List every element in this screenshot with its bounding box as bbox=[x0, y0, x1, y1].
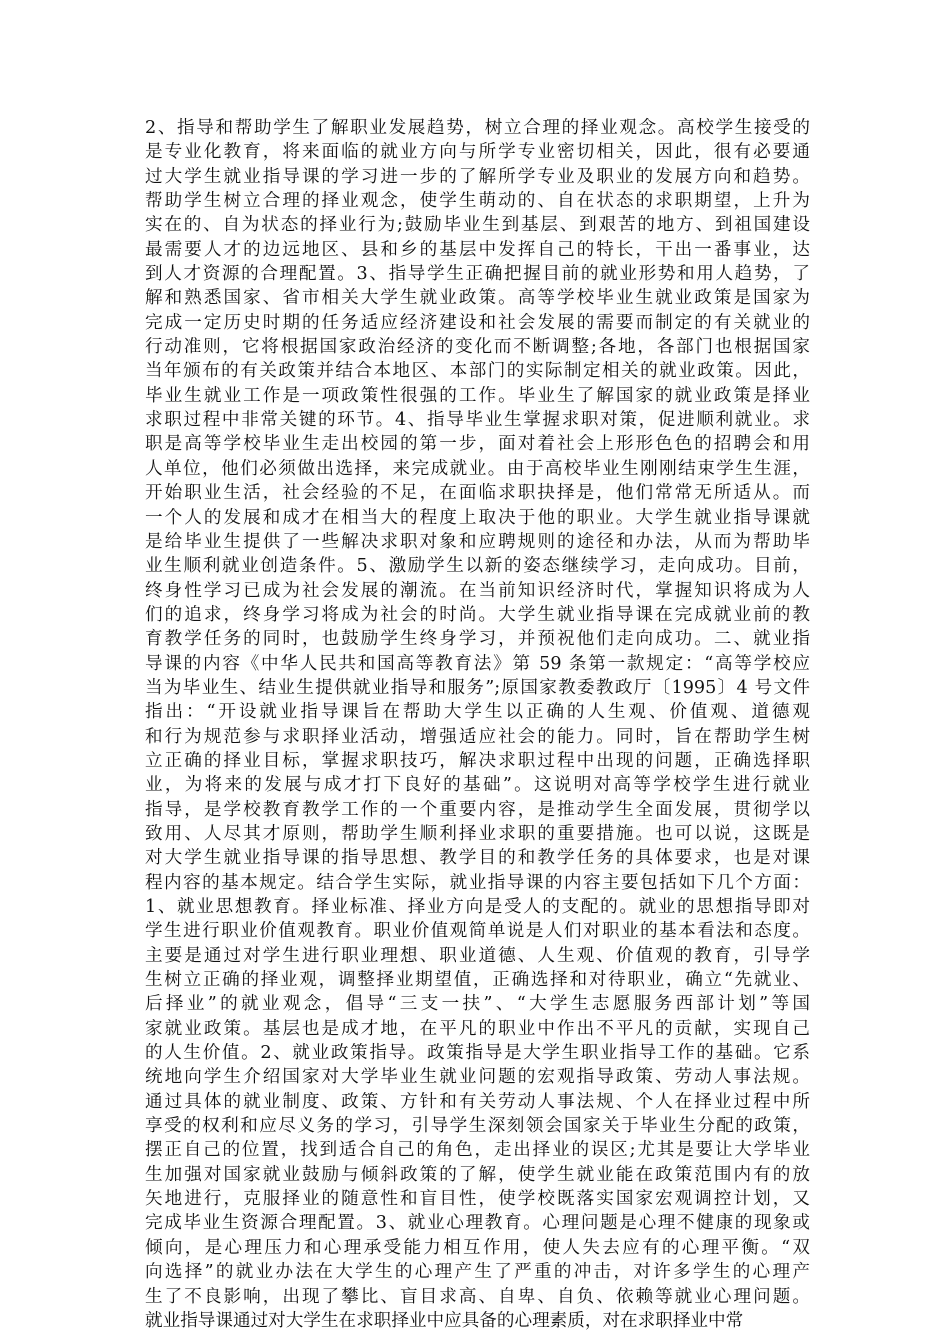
text-line: 过大学生就业指导课的学习进一步的了解所学专业及职业的发展方向和趋势。 bbox=[145, 166, 810, 187]
text-line: 毕业生就业工作是一项政策性很强的工作。毕业生了解国家的就业政策是择业 bbox=[145, 385, 810, 406]
text-line: 业生顺利就业创造条件。5、激励学生以新的姿态继续学习，走向成功。目前， bbox=[145, 556, 810, 577]
text-line: 人单位，他们必须做出选择，来完成就业。由于高校毕业生刚刚结束学生生涯， bbox=[145, 458, 810, 479]
text-line: 职是高等学校毕业生走出校园的第一步，面对着社会上形形色色的招聘会和用 bbox=[145, 434, 810, 455]
text-line: 享受的权利和应尽义务的学习，引导学生深刻领会国家关于毕业生分配的政策， bbox=[145, 1116, 810, 1137]
text-line: 程内容的基本规定。结合学生实际，就业指导课的内容主要包括如下几个方面： bbox=[145, 872, 810, 893]
text-line: 的人生价值。2、就业政策指导。政策指导是大学生职业指导工作的基础。它系 bbox=[145, 1043, 810, 1064]
text-line: 立正确的择业目标，掌握求职技巧，解决求职过程中出现的问题，正确选择职 bbox=[145, 750, 810, 771]
text-line: 解和熟悉国家、省市相关大学生就业政策。高等学校毕业生就业政策是国家为 bbox=[145, 288, 810, 309]
text-line: 实在的、自为状态的择业行为;鼓励毕业生到基层、到艰苦的地方、到祖国建设 bbox=[145, 215, 810, 236]
text-line: 当为毕业生、结业生提供就业指导和服务”;原国家教委教政厅〔1995〕4 号文件 bbox=[145, 677, 810, 698]
text-line: 和行为规范参与求职择业活动，增强适应社会的能力。同时，旨在帮助学生树 bbox=[145, 726, 810, 747]
text-line: 摆正自己的位置，找到适合自己的角色，走出择业的误区;尤其是要让大学毕业 bbox=[145, 1140, 810, 1161]
text-line: 是给毕业生提供了一些解决求职对象和应聘规则的途径和办法，从而为帮助毕 bbox=[145, 531, 810, 552]
text-line: 就业指导课通过对大学生在求职择业中应具备的心理素质，对在求职择业中常 bbox=[145, 1310, 744, 1331]
text-line: 生树立正确的择业观，调整择业期望值，正确选择和对待职业，确立“先就业、 bbox=[145, 970, 810, 991]
text-line: 育教学任务的同时，也鼓励学生终身学习，并预祝他们走向成功。二、就业指 bbox=[145, 629, 810, 650]
text-line: 是专业化教育，将来面临的就业方向与所学专业密切相关，因此，很有必要通 bbox=[145, 142, 810, 163]
text-line: 生加强对国家就业鼓励与倾斜政策的了解，使学生就业能在政策范围内有的放 bbox=[145, 1164, 810, 1185]
text-line: 对大学生就业指导课的指导思想、教学目的和教学任务的具体要求，也是对课 bbox=[145, 848, 810, 869]
text-line: 后择业”的就业观念，倡导“三支一扶”、“大学生志愿服务西部计划”等国 bbox=[145, 994, 810, 1015]
text-line: 生了不良影响，出现了攀比、盲目求高、自卑、自负、依赖等就业心理问题。 bbox=[145, 1286, 810, 1307]
text-line: 求职过程中非常关键的环节。4、指导毕业生掌握求职对策，促进顺利就业。求 bbox=[145, 410, 810, 431]
text-line: 帮助学生树立合理的择业观念，使学生萌动的、自在状态的求职期望，上升为 bbox=[145, 191, 810, 212]
text-line: 行动准则，它将根据国家政治经济的变化而不断调整;各地，各部门也根据国家 bbox=[145, 337, 810, 358]
text-line: 2、指导和帮助学生了解职业发展趋势，树立合理的择业观念。高校学生接受的 bbox=[145, 118, 810, 138]
text-line: 主要是通过对学生进行职业理想、职业道德、人生观、价值观的教育，引导学 bbox=[145, 945, 810, 966]
text-line: 完成毕业生资源合理配置。3、就业心理教育。心理问题是心理不健康的现象或 bbox=[145, 1213, 810, 1234]
text-line: 致用、人尽其才原则，帮助学生顺利择业求职的重要措施。也可以说，这既是 bbox=[145, 823, 810, 844]
text-line: 当年颁布的有关政策并结合本地区、本部门的实际制定相关的就业政策。因此， bbox=[145, 361, 810, 382]
text-line: 矢地进行，克服择业的随意性和盲目性，使学校既落实国家宏观调控计划，又 bbox=[145, 1189, 810, 1210]
text-line: 学生进行职业价值观教育。职业价值观简单说是人们对职业的基本看法和态度。 bbox=[145, 921, 810, 942]
text-line: 终身性学习已成为社会发展的潮流。在当前知识经济时代，掌握知识将成为人 bbox=[145, 580, 810, 601]
text-line: 统地向学生介绍国家对大学毕业生就业问题的宏观指导政策、劳动人事法规。 bbox=[145, 1067, 810, 1088]
text-line: 向选择”的就业办法在大学生的心理产生了严重的冲击，对许多学生的心理产 bbox=[145, 1262, 810, 1283]
text-line: 最需要人才的边远地区、县和乡的基层中发挥自己的特长，干出一番事业，达 bbox=[145, 239, 810, 260]
text-line: 到人才资源的合理配置。3、指导学生正确把握目前的就业形势和用人趋势，了 bbox=[145, 264, 810, 285]
text-line: 家就业政策。基层也是成才地，在平凡的职业中作出不平凡的贡献，实现自己 bbox=[145, 1018, 810, 1039]
text-line: 通过具体的就业制度、政策、方针和有关劳动人事法规、个人在择业过程中所 bbox=[145, 1091, 810, 1112]
text-line: 导课的内容《中华人民共和国高等教育法》第 59 条第一款规定：“高等学校应 bbox=[145, 653, 810, 674]
text-line: 开始职业生活，社会经验的不足，在面临求职抉择是，他们常常无所适从。而 bbox=[145, 483, 810, 504]
text-line: 指导，是学校教育教学工作的一个重要内容，是推动学生全面发展，贯彻学以 bbox=[145, 799, 810, 820]
text-line: 们的追求，终身学习将成为社会的时尚。大学生就业指导课在完成就业前的教 bbox=[145, 604, 810, 625]
text-line: 1、就业思想教育。择业标准、择业方向是受人的支配的。就业的思想指导即对 bbox=[145, 897, 810, 917]
document-body bbox=[145, 116, 810, 1333]
text-line: 一个人的发展和成才在相当大的程度上取决于他的职业。大学生就业指导课就 bbox=[145, 507, 810, 528]
text-line: 倾向，是心理压力和心理承受能力相互作用，使人失去应有的心理平衡。“双 bbox=[145, 1237, 810, 1258]
text-line: 业，为将来的发展与成才打下良好的基础”。这说明对高等学校学生进行就业 bbox=[145, 775, 810, 796]
text-line: 完成一定历史时期的任务适应经济建设和社会发展的需要而制定的有关就业的 bbox=[145, 312, 810, 333]
text-line: 指出：“开设就业指导课旨在帮助大学生以正确的人生观、价值观、道德观 bbox=[145, 702, 810, 723]
